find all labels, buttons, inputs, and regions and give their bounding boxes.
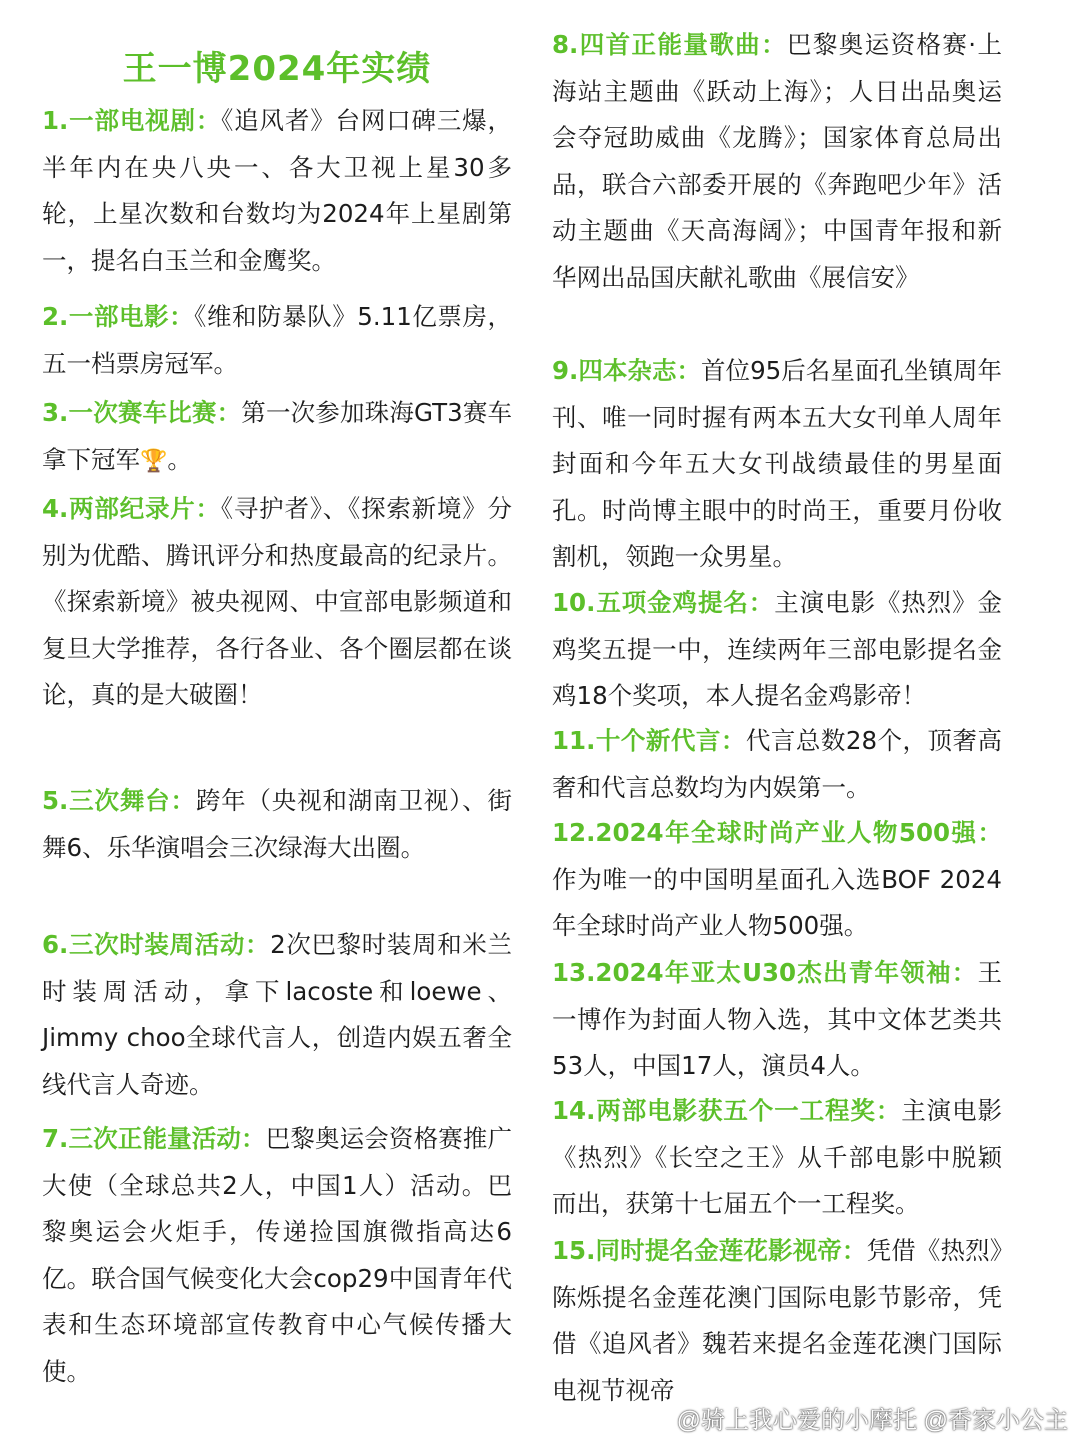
trophy-icon: 🏆 bbox=[140, 448, 168, 474]
item-heading: 8.四首正能量歌曲： bbox=[552, 30, 787, 59]
list-item bbox=[552, 950, 1002, 1090]
list-item bbox=[552, 810, 1002, 950]
list-item bbox=[42, 390, 512, 485]
item-body: 《追风者》台网口碑三爆，半年内在央八央一、各大卫视上星30多轮，上星次数和台数均为2024年上星剧第一，提名白玉兰和金鹰奖。 bbox=[42, 106, 513, 275]
item-body: 王一博作为封面人物入选，其中文体艺类共53人，中国17人，演员4人。 bbox=[552, 958, 1002, 1080]
item-body: 巴黎奥运会资格赛推广大使（全球总共2人，中国1人）活动。巴黎奥运会火炬手，传递捡国旗微指高达6亿。联合国气候变化大会cop29中国青年代表和生态环境部宣传教育中心气候传播大使。 bbox=[42, 1124, 513, 1386]
list-item bbox=[552, 580, 1002, 720]
list-item bbox=[42, 486, 512, 719]
item-heading: 5.三次舞台： bbox=[42, 786, 196, 815]
item-heading: 9.四本杂志： bbox=[552, 356, 702, 385]
list-item bbox=[552, 718, 1002, 811]
item-heading: 6.三次时装周活动： bbox=[42, 930, 271, 959]
item-body: 凭借《热烈》陈烁提名金莲花澳门国际电影节影帝，凭借《追风者》魏若来提名金莲花澳门国际电视节视帝 bbox=[552, 1236, 1003, 1405]
item-heading: 15.同时提名金莲花影视帝： bbox=[552, 1236, 867, 1265]
list-item bbox=[552, 1228, 1002, 1414]
list-item bbox=[42, 1116, 512, 1395]
page-title: 王一博2024年实绩 bbox=[122, 49, 432, 89]
watermark: @骑上我心爱的小摩托 @香家小公主 bbox=[676, 1407, 1068, 1434]
item-body: 跨年（央视和湖南卫视）、街舞6、乐华演唱会三次绿海大出圈。 bbox=[42, 786, 513, 862]
item-heading: 3.一次赛车比赛： bbox=[42, 398, 242, 427]
item-body: 巴黎奥运资格赛·上海站主题曲《跃动上海》；人日出品奥运会夺冠助威曲《龙腾》；国家体育总局出品，联合六部委开展的《奔跑吧少年》活动主题曲《天高海阔》；中国青年报和新华网出品国庆献礼歌曲《展信安》 bbox=[552, 30, 1002, 292]
item-heading: 12.2024年全球时尚产业人物500强： bbox=[552, 818, 1002, 847]
list-item bbox=[42, 922, 512, 1108]
list-item bbox=[42, 294, 512, 387]
item-heading: 14.两部电影获五个一工程奖： bbox=[552, 1096, 902, 1125]
item-body: 首位95后名星面孔坐镇周年刊、唯一同时握有两本五大女刊单人周年封面和今年五大女刊战绩最佳的男星面孔。时尚博主眼中的时尚王，重要月份收割机，领跑一众男星。 bbox=[552, 356, 1002, 571]
item-body: 代言总数28个，顶奢高奢和代言总数均为内娱第一。 bbox=[552, 726, 1002, 802]
item-body: 《寻护者》、《探索新境》分别为优酷、腾讯评分和热度最高的纪录片。《探索新境》被央视网、中宣部电影频道和复旦大学推荐，各行各业、各个圈层都在谈论，真的是大破圈！ bbox=[42, 494, 512, 709]
item-heading: 7.三次正能量活动： bbox=[42, 1124, 266, 1153]
list-item bbox=[42, 98, 512, 284]
item-heading: 10.五项金鸡提名： bbox=[552, 588, 775, 617]
item-tail: 。 bbox=[167, 444, 192, 474]
item-body: 《维和防暴队》5.11亿票房，五一档票房冠军。 bbox=[42, 302, 512, 378]
item-heading: 4.两部纪录片： bbox=[42, 494, 221, 523]
item-body: 第一次参加珠海GT3赛车拿下冠军 bbox=[42, 398, 513, 474]
item-body: 2次巴黎时装周和米兰时装周活动，拿下lacoste和loewe、Jimmy choo全球代言人，创造内娱五奢全线代言人奇迹。 bbox=[42, 930, 513, 1099]
item-body: 主演电影《热烈》《长空之王》从千部电影中脱颖而出，获第十七届五个一工程奖。 bbox=[552, 1096, 1003, 1218]
item-heading: 1.一部电视剧： bbox=[42, 106, 222, 135]
item-heading: 2.一部电影： bbox=[42, 302, 195, 331]
item-heading: 13.2024年亚太U30杰出青年领袖： bbox=[552, 958, 978, 987]
item-heading: 11.十个新代言： bbox=[552, 726, 746, 755]
item-body: 主演电影《热烈》金鸡奖五提一中，连续两年三部电影提名金鸡18个奖项，本人提名金鸡影帝！ bbox=[552, 588, 1002, 710]
list-item bbox=[552, 348, 1002, 581]
list-item bbox=[42, 778, 512, 871]
list-item bbox=[552, 1088, 1002, 1228]
list-item bbox=[552, 22, 1002, 301]
item-body: 作为唯一的中国明星面孔入选BOF 2024年全球时尚产业人物500强。 bbox=[552, 864, 1002, 940]
